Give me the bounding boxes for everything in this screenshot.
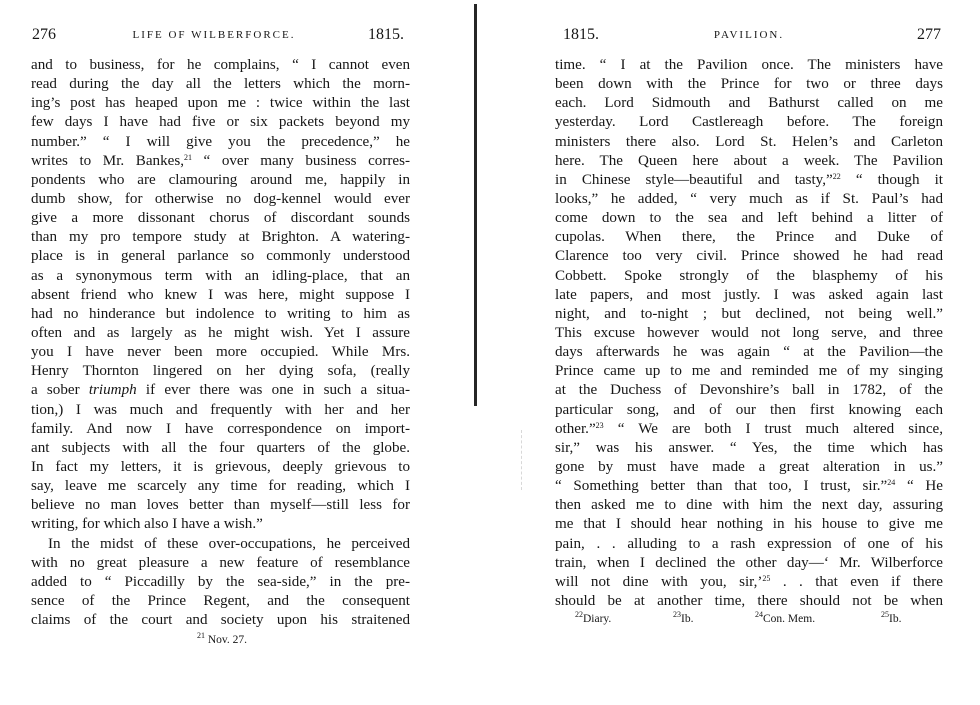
line-text: here. The Queen here about a week. The Pavilion (555, 152, 943, 169)
footnote (755, 610, 816, 626)
line-text: and to business, for he complains, “ I cannot even (31, 57, 410, 73)
text-line (555, 324, 943, 343)
text-line (18, 439, 410, 458)
text-line (555, 573, 943, 592)
line-text: few days I have had five or six packets beyond my (31, 114, 410, 131)
text-line (18, 190, 410, 209)
right-page (555, 0, 943, 629)
text-line (555, 94, 943, 113)
footnote (575, 610, 612, 626)
text-line (18, 477, 410, 496)
line-text: In the midst of these over-occupations, he perceived (48, 535, 410, 552)
line-text: dumb show, for otherwise no dog-kennel would ever (31, 190, 410, 207)
running-title: PAVILION. (713, 29, 785, 41)
line-text: gone by must have made a great alteration in us.” (555, 458, 943, 475)
line-text: train, when I declined the other day—‘ Mr. Wilberforce (555, 554, 943, 571)
text-line (555, 535, 943, 554)
footnote-text: Ib. (681, 613, 694, 626)
footnote (673, 610, 694, 626)
text-line (18, 75, 410, 94)
line-text: family. And now I have correspondence on import- (31, 420, 410, 437)
line-text: writes to Mr. Bankes, (31, 152, 184, 169)
footnote-reference: 24 (887, 478, 896, 488)
text-line (555, 592, 943, 611)
line-text: pain, . . alluding to a rash expression of one of his (555, 535, 943, 552)
footnote-mark: 23 (673, 610, 681, 620)
right-page-body (555, 56, 943, 611)
line-text: should be at another time, there should not be when (555, 592, 943, 609)
line-text: Prince came up to me and reminded me of my singing (555, 363, 943, 380)
line-text: other.” (555, 420, 596, 437)
text-line (18, 133, 410, 152)
text-line (18, 420, 410, 439)
line-text: night, and to-night ; but declined, not being well.” (555, 305, 943, 322)
text-line (18, 458, 410, 477)
text-line (18, 152, 410, 171)
footnote-text: Nov. 27. (204, 634, 248, 647)
text-line (555, 113, 943, 132)
text-line (555, 247, 943, 266)
text-line (555, 133, 943, 152)
line-text: say, leave me scarcely any time for reading, which I (31, 478, 410, 495)
text-line (555, 343, 943, 362)
text-line (18, 247, 410, 266)
line-text: absent friend who knew I was here, might suppose I (31, 286, 410, 303)
left-page (18, 0, 410, 646)
running-title: LIFE OF WILBERFORCE. (132, 29, 296, 41)
text-line (18, 305, 410, 324)
footnotes (555, 610, 943, 629)
right-page-header (555, 26, 943, 56)
line-text: pondents who are clamouring around me, happily in (31, 171, 410, 188)
line-text: Henry Thornton lingered on her dying sofa, (really (31, 363, 410, 380)
line-text-continued: “ though it (840, 171, 943, 188)
line-text: read during the day all the letters which the morn- (31, 76, 410, 93)
line-text: This excuse however would not long serve, and three (555, 324, 943, 341)
text-line (18, 535, 410, 554)
gutter-shadow (521, 430, 524, 490)
line-text: had no hinderance but indolence to writing to him as (31, 305, 410, 322)
line-text: late papers, and most justly. I was asked again last (555, 286, 943, 303)
line-text: time. “ I at the Pavilion once. The ministers have (555, 57, 943, 73)
footnote-mark: 25 (881, 610, 889, 620)
text-line (18, 611, 410, 630)
line-text: In fact my letters, it is grievous, deeply grievous to (31, 458, 410, 475)
line-text-continued: “ over many business corres- (191, 152, 410, 169)
line-text: added to “ Piccadilly by the sea-side,” in the pre- (31, 573, 410, 590)
line-text: cupolas. When there, the Prince and Duke of (555, 229, 943, 246)
text-line (18, 267, 410, 286)
text-line (18, 573, 410, 592)
text-line (18, 401, 410, 420)
footnote-mark: 24 (755, 610, 763, 620)
text-line (555, 171, 943, 190)
line-text: give a more dissonant chorus of discordant sounds (31, 210, 410, 227)
left-page-header (18, 26, 410, 56)
footnote-reference: 23 (595, 420, 604, 430)
text-line (18, 343, 410, 362)
line-text: ministers there also. Lord St. Helen’s and Carleton (555, 133, 943, 150)
line-text: often and as largely as he might wish. Yet I assure (31, 324, 410, 341)
text-line (555, 401, 943, 420)
line-text: place is in general parlance so commonly understood (31, 248, 410, 265)
line-text: will not dine with you, sir,’ (555, 573, 763, 590)
text-line (555, 56, 943, 75)
line-text-continued: “ We are both I trust much altered since, (603, 420, 943, 437)
footnote-mark: 21 (196, 631, 205, 641)
text-line (555, 209, 943, 228)
italic-word: triumph (88, 382, 137, 399)
line-text-continued: “ He (895, 478, 943, 495)
line-text: “ Something better than that too, I trust, sir.” (555, 478, 888, 495)
line-text: writing, for which also I have a wish.” (31, 516, 263, 533)
line-text: you I have never been more occupied. While Mrs. (31, 344, 410, 361)
text-line (555, 228, 943, 247)
line-text: number.” “ I will give you the precedence,” he (31, 133, 410, 150)
text-line (555, 554, 943, 573)
line-text: me that I should hear nothing in his house to give me (555, 516, 943, 533)
line-text: particular song, and of our then first knowing each (555, 401, 943, 418)
text-line (555, 515, 943, 534)
footnote-reference: 22 (832, 171, 841, 181)
footnote-reference: 21 (183, 152, 192, 162)
text-line (555, 362, 943, 381)
left-page-body (18, 56, 410, 630)
text-line (555, 458, 943, 477)
text-line (555, 420, 943, 439)
line-text: claims of the court and society upon his straitened (31, 612, 410, 629)
footnote (18, 631, 410, 647)
text-line (555, 477, 943, 496)
header-year: 1815. (563, 26, 599, 43)
footnote-text: Con. Mem. (763, 613, 816, 626)
line-text: Clarence too very civil. Prince showed he had read (555, 248, 943, 265)
line-text: at the Duchess of Devonshire’s ball in 1782, of the (555, 382, 943, 399)
text-line (555, 75, 943, 94)
line-text: with no great pleasure a new feature of resemblance (31, 554, 410, 571)
text-line (18, 209, 410, 228)
line-text-continued: . . that even if there (770, 573, 943, 590)
line-text: a sober (31, 382, 89, 399)
line-text: then asked me to dine with him the next day, assuring (555, 497, 943, 514)
line-text: sence of the Prince Regent, and the consequent (31, 592, 410, 609)
text-line (555, 267, 943, 286)
line-text-continued: if ever there was one in such a situa- (136, 382, 410, 399)
line-text: ing’s post has heaped upon me : twice within the last (31, 95, 410, 112)
text-line (18, 592, 410, 611)
text-line (555, 381, 943, 400)
text-line (18, 381, 410, 400)
line-text: yesterday. Lord Castlereagh before. The foreign (555, 114, 943, 131)
line-text: tion,) I was much and frequently with her and her (31, 401, 410, 418)
text-line (555, 439, 943, 458)
text-line (555, 152, 943, 171)
text-line (18, 496, 410, 515)
text-line (555, 286, 943, 305)
footnote (881, 610, 902, 626)
text-line (18, 554, 410, 573)
line-text: sir,” was his answer. “ Yes, the time which has (555, 439, 943, 456)
line-text: ant subjects with all the four quarters of the globe. (31, 439, 410, 456)
page-number: 276 (32, 26, 56, 43)
header-year: 1815. (368, 26, 404, 43)
line-text: come down to the sea and left behind a litter of (555, 210, 943, 227)
text-line (18, 362, 410, 381)
line-text: believe no man loves better than myself—still less for (31, 497, 410, 514)
text-line (18, 228, 410, 247)
line-text: each. Lord Sidmouth and Bathurst called on me (555, 95, 943, 112)
text-line (18, 171, 410, 190)
text-line (555, 305, 943, 324)
line-text: as a synonymous term with an idling-place, that an (31, 267, 410, 284)
text-line (18, 515, 410, 534)
text-line (18, 324, 410, 343)
text-line (18, 56, 410, 75)
text-line (555, 496, 943, 515)
line-text: than my pro tempore study at Brighton. A watering- (31, 229, 410, 246)
footnote-mark: 22 (575, 610, 583, 620)
footnote-text: Ib. (889, 613, 902, 626)
line-text: looks,” he added, “ very much as if St. Paul’s had (555, 190, 943, 207)
text-line (18, 113, 410, 132)
book-gutter (474, 4, 477, 406)
line-text: days afterwards he was again “ at the Pavilion—the (555, 344, 943, 361)
page-number: 277 (917, 26, 941, 43)
line-text: been down with the Prince for two or three days (555, 76, 943, 93)
footnote-reference: 25 (762, 573, 771, 583)
text-line (18, 94, 410, 113)
text-line (18, 286, 410, 305)
line-text: in Chinese style—beautiful and tasty,” (555, 171, 833, 188)
text-line (555, 190, 943, 209)
line-text: Cobbett. Spoke strongly of the blasphemy of his (555, 267, 943, 284)
footnote-text: Diary. (583, 613, 612, 626)
